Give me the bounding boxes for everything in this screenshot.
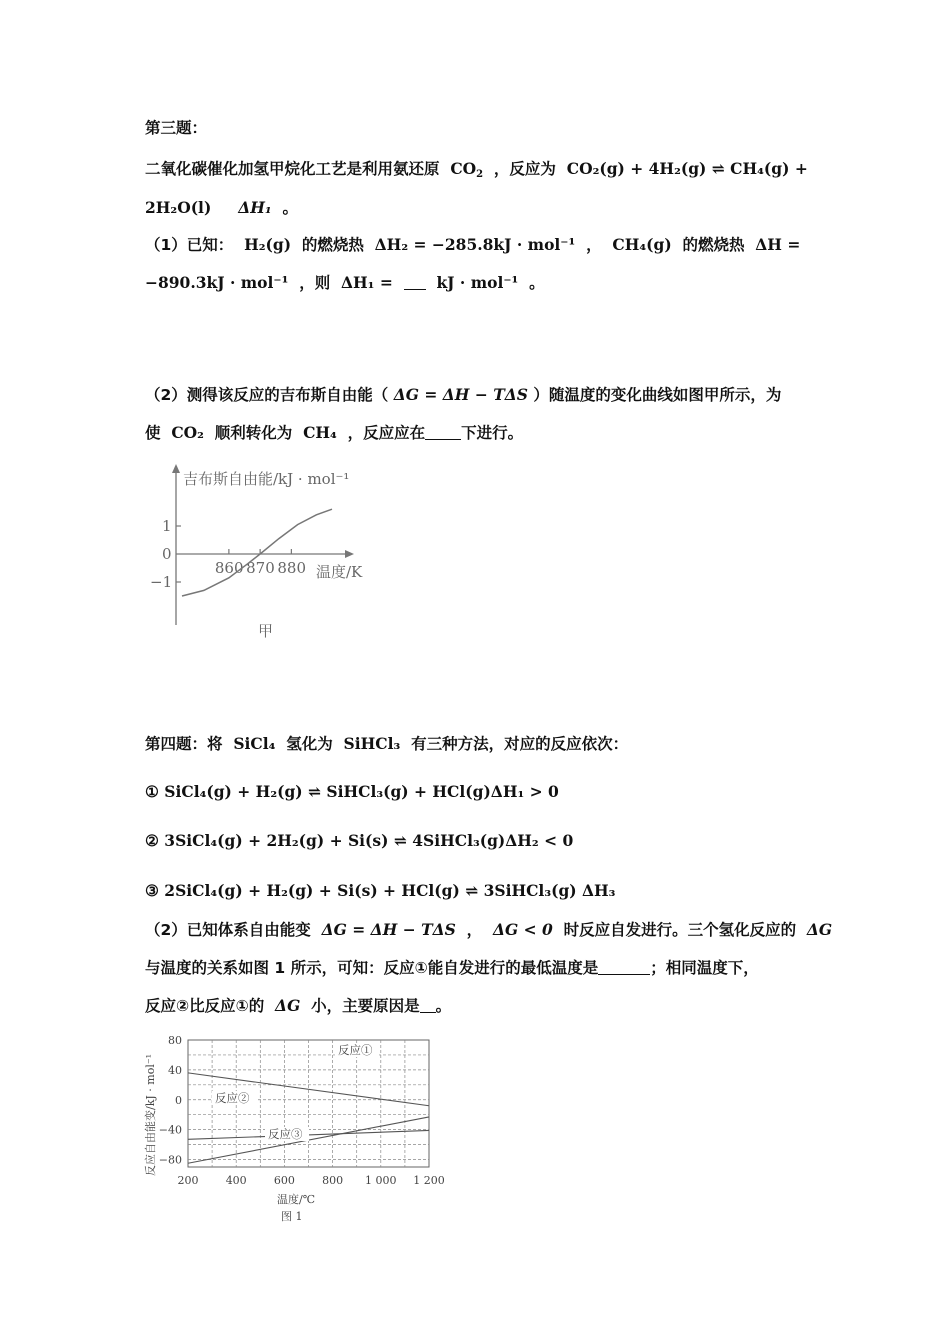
fig1-series-label: 反应② <box>215 1091 250 1105</box>
q3-p2-text5: 下进行。 <box>461 424 524 442</box>
q4-p2-e: ；相同温度下， <box>650 959 759 977</box>
q3-p1-unit: kJ · mol⁻¹ <box>436 273 519 292</box>
q3-p2-text2: 使 <box>145 424 161 442</box>
jia-x-tick-label: 880 <box>277 559 307 577</box>
q3-reaction-line1: CO₂(g) + 4H₂(g) ⇌ CH₄(g) + <box>566 159 808 178</box>
q3-reaction-cont <box>145 197 298 219</box>
answer-blank-min-temp[interactable] <box>598 958 650 975</box>
q3-reaction-dh: ΔH₁ <box>238 198 272 217</box>
q4-p2-d: 与温度的关系如图 1 所示，可知：反应①能自发进行的最低温度是 <box>145 959 599 977</box>
q3-p1-dh1: ΔH₁ = <box>341 273 393 292</box>
q4-p2-dg2: ΔG <box>275 996 301 1015</box>
free-energy-temperature-chart <box>138 1028 458 1228</box>
q4-sicl4: SiCl₄ <box>233 734 276 753</box>
q3-part2-line2 <box>145 422 523 444</box>
q3-p2-text3: 顺利转化为 <box>214 424 293 442</box>
q3-intro-co2: CO <box>450 159 477 178</box>
fig1-x-tick-label: 600 <box>273 1174 295 1187</box>
answer-blank-dh1[interactable] <box>404 273 426 290</box>
q3-p1-dh-a: ΔH = <box>755 235 801 254</box>
jia-x-tick-label: 860 <box>214 559 244 577</box>
q3-reaction-end: 。 <box>282 198 299 217</box>
q3-part1-line1 <box>145 234 800 256</box>
q4-p2-dg: ΔG <box>806 920 833 939</box>
q4-p2-h: 。 <box>435 996 452 1015</box>
jia-series-line <box>182 509 332 596</box>
jia-x-arrow <box>345 550 354 558</box>
q3-intro-text: 二氧化碳催化加氢甲烷化工艺是利用氨还原 <box>145 160 440 178</box>
q3-p1-dh-b: −890.3kJ · mol⁻¹ <box>145 273 289 292</box>
fig1-x-tick-label: 200 <box>177 1174 199 1187</box>
q4-p2-a: （2）已知体系自由能变 <box>145 921 311 939</box>
fig1-xlabel: 温度/℃ <box>277 1193 316 1206</box>
q4-reaction-1: ① SiCl₄(g) + H₂(g) ⇌ SiHCl₃(g) + HCl(g)ΔH₁ > 0 <box>145 782 559 801</box>
q3-p1-label: （1）已知： <box>145 236 234 254</box>
fig1-x-tick-label: 1 200 <box>413 1174 445 1187</box>
jia-caption: 甲 <box>258 622 274 640</box>
jia-xlabel: 温度/K <box>316 563 363 581</box>
q4-part2-line3 <box>145 995 451 1017</box>
fig1-caption: 图 1 <box>281 1210 303 1223</box>
fig1-ylabel: 反应自由能变/kJ · mol⁻¹ <box>144 1053 157 1176</box>
q3-p1-text1: 的燃烧热 <box>301 236 364 254</box>
q3-part1-line2 <box>145 272 545 294</box>
q4-text1: 氢化为 <box>286 735 333 753</box>
jia-y-tick-label: 0 <box>162 545 172 563</box>
fig1-x-tick-label: 800 <box>322 1174 344 1187</box>
q3-reaction-line2: 2H₂O(l) <box>145 198 212 217</box>
q4-text2: 有三种方法，对应的反应依次： <box>411 735 629 753</box>
q3-p2-label: （2）测得该反应的吉布斯自由能（ <box>145 386 389 404</box>
jia-y-arrow <box>172 464 180 473</box>
fig1-y-tick-label: −40 <box>158 1123 182 1137</box>
q4-p2-b: ， <box>466 920 483 939</box>
q4-part2-line1 <box>145 919 832 941</box>
fig1-series-label: 反应① <box>338 1043 373 1057</box>
fig1-x-tick-label: 400 <box>225 1174 247 1187</box>
q3-p2-ch4: CH₄ <box>303 423 337 442</box>
q4-part2-line2 <box>145 957 759 979</box>
gibbs-energy-chart <box>140 460 390 650</box>
fig1-series-label: 反应③ <box>268 1127 303 1141</box>
q3-p1-dh2: ΔH₂ = −285.8kJ · mol⁻¹ <box>374 235 576 254</box>
answer-blank-condition[interactable] <box>425 423 461 440</box>
q3-intro: 二氧化碳催化加氢甲烷化工艺是利用氨还原 $CO_2$ ，反应为 CO₂(g) + 4H₂(g) ⇌ CH₄(g) + <box>145 159 808 180</box>
q3-p1-ch4: CH₄(g) <box>612 235 672 254</box>
q3-p1-end: 。 <box>529 273 545 292</box>
fig1-y-tick-label: 40 <box>168 1063 182 1077</box>
q3-p2-formula: ΔG = ΔH − TΔS <box>393 385 528 404</box>
jia-y-tick-label: 1 <box>162 517 172 535</box>
fig1-x-tick-label: 1 000 <box>365 1174 397 1187</box>
q3-p1-h2: H₂(g) <box>244 235 292 254</box>
jia-x-tick-label: 870 <box>246 559 275 577</box>
q3-p2-text1: ）随温度的变化曲线如图甲所示，为 <box>533 386 782 404</box>
q3-part2-line1 <box>145 384 781 406</box>
q4-p2-cond: ΔG < 0 <box>492 920 553 939</box>
q3-p1-text2: 的燃烧热 <box>682 236 745 254</box>
q3-intro-mid: ，反应为 <box>493 160 556 178</box>
q3-title: 第三题： <box>145 119 208 137</box>
q4-title-line <box>145 733 628 755</box>
jia-ylabel: 吉布斯自由能/kJ · mol⁻¹ <box>183 470 350 488</box>
fig1-y-tick-label: −80 <box>158 1153 182 1167</box>
q3-p2-text4: ，反应应在 <box>347 424 426 442</box>
jia-y-tick-label: −1 <box>150 573 173 591</box>
q4-title: 第四题：将 <box>145 735 223 753</box>
answer-blank-reason[interactable] <box>420 996 436 1013</box>
q4-reaction-2: ② 3SiCl₄(g) + 2H₂(g) + Si(s) ⇌ 4SiHCl₃(g)ΔH₂ < 0 <box>145 831 574 850</box>
q4-p2-formula: ΔG = ΔH − TΔS <box>321 920 456 939</box>
q4-reaction-3: ③ 2SiCl₄(g) + H₂(g) + Si(s) + HCl(g) ⇌ 3SiHCl₃(g) ΔH₃ <box>145 881 616 900</box>
fig1-y-tick-label: 0 <box>175 1093 182 1107</box>
q4-sihcl3: SiHCl₃ <box>343 734 401 753</box>
q4-p2-c: 时反应自发进行。三个氢化反应的 <box>563 921 797 939</box>
fig1-y-tick-label: 80 <box>168 1034 182 1047</box>
q3-p2-co2: CO₂ <box>171 423 204 442</box>
q3-p1-then: ，则 <box>299 274 331 292</box>
q3-p1-comma: ， <box>586 235 602 254</box>
q4-p2-g: 小，主要原因是 <box>311 997 420 1015</box>
q4-p2-f: 反应②比反应①的 <box>145 997 265 1015</box>
